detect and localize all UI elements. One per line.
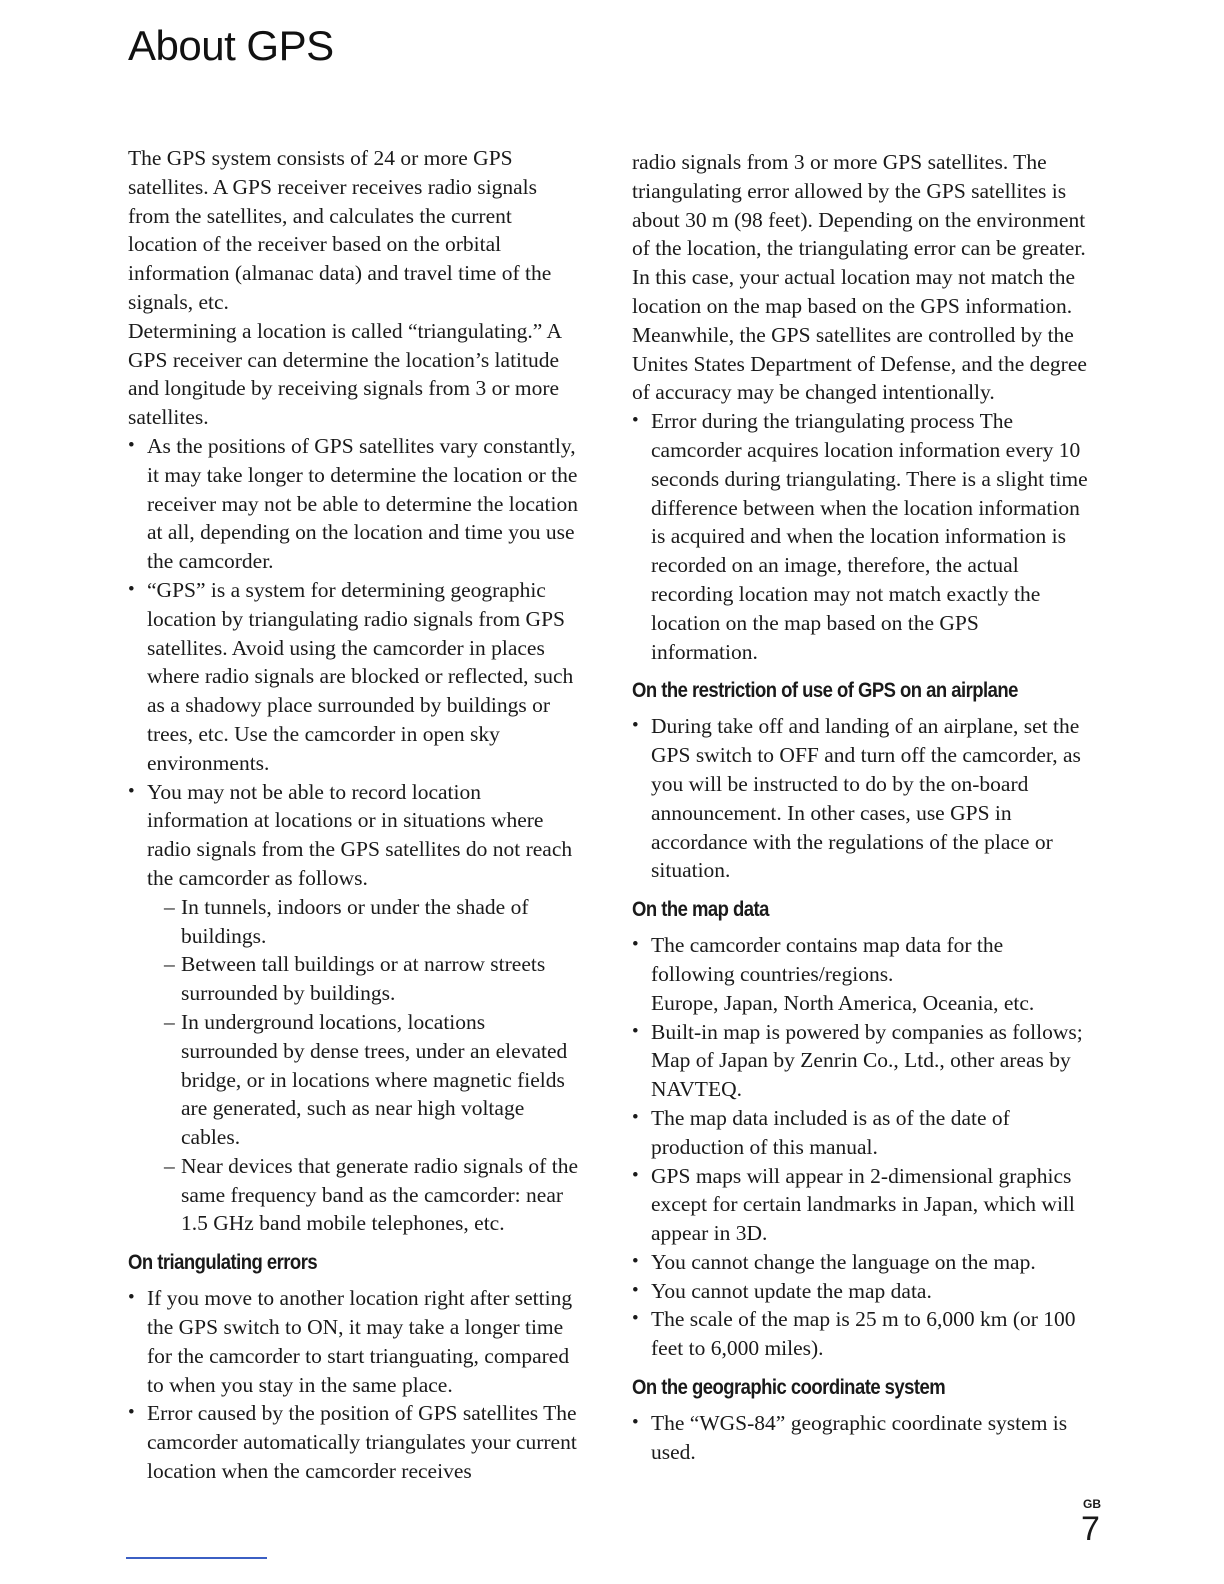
airplane-list: [632, 712, 1088, 885]
page-title: About GPS: [128, 22, 334, 69]
region-code: GB: [1083, 1497, 1101, 1511]
section-heading-triangulating-errors: On triangulating errors: [128, 1251, 318, 1275]
sub-list-item: – Between tall buildings or at narrow streets surrounded by buildings.: [147, 950, 578, 1008]
process-error-list: [632, 407, 1088, 666]
map-data-list: [632, 931, 1088, 1363]
list-item: • The map data included is as of the date of production of this manual.: [632, 1104, 1088, 1162]
gps-notes-list: [128, 432, 578, 1238]
list-item: • Built-in map is powered by companies as follows; Map of Japan by Zenrin Co., Ltd., other areas by NAVTEQ.: [632, 1018, 1088, 1104]
right-column: [632, 148, 1088, 1467]
footer-rule: [126, 1557, 267, 1559]
list-item: • The scale of the map is 25 m to 6,000 km (or 100 feet to 6,000 miles).: [632, 1305, 1088, 1363]
list-item: [128, 778, 578, 1239]
sub-list-item: – In underground locations, locations surrounded by dense trees, under an elevated bridge, or in locations where magnetic fields are generated, such as near high voltage cables.: [147, 1008, 578, 1152]
continued-paragraph: radio signals from 3 or more GPS satellites. The triangulating error allowed by the GPS satellites is about 30 m (98 feet). Depending on the environment of the location, the triangulating error can be greater. In this case, your actual location may not match the location on the map based on the GPS information. Meanwhile, the GPS satellites are controlled by the Unites States Department of Defense, and the degree of accuracy may be changed intentionally.: [632, 150, 1087, 405]
list-item-text: The camcorder contains map data for the following countries/regions.: [651, 933, 1004, 986]
section-heading-map-data: On the map data: [632, 898, 769, 922]
list-item: • During take off and landing of an airplane, set the GPS switch to OFF and turn off the camcorder, as you will be instructed to do by the on-board announcement. In other cases, use GPS in accordance with the regulations of the place or situation.: [632, 712, 1088, 885]
list-item: • As the positions of GPS satellites vary constantly, it may take longer to determine the location or the receiver may not be able to determine the location at all, depending on the location and time you use the camcorder.: [128, 432, 578, 576]
list-item: • You cannot update the map data.: [632, 1277, 1088, 1306]
coordinate-system-list: [632, 1409, 1088, 1467]
triangulating-paragraph: Determining a location is called “triangulating.” A GPS receiver can determine the location’s latitude and longitude by receiving signals from 3 or more satellites.: [128, 318, 561, 430]
section-heading-airplane: On the restriction of use of GPS on an airplane: [632, 679, 1018, 703]
list-item: • Error caused by the position of GPS satellites The camcorder automatically triangulates your current location when the camcorder receives: [128, 1399, 578, 1485]
list-item: • Error during the triangulating process The camcorder acquires location information every 10 seconds during triangulating. There is a slight time difference between when the location information is acquired and when the location information is recorded on an image, therefore, the actual recording location may not match exactly the location on the map based on the GPS information.: [632, 407, 1088, 666]
section-heading-coordinate-system: On the geographic coordinate system: [632, 1376, 946, 1400]
list-item: • You cannot change the language on the map.: [632, 1248, 1088, 1277]
left-column: [128, 144, 578, 1486]
list-item: • GPS maps will appear in 2-dimensional graphics except for certain landmarks in Japan, which will appear in 3D.: [632, 1162, 1088, 1248]
list-item: [632, 931, 1088, 1017]
map-regions-text: Europe, Japan, North America, Oceania, etc.: [651, 990, 1035, 1015]
list-item: • “GPS” is a system for determining geographic location by triangulating radio signals from GPS satellites. Avoid using the camcorder in places where radio signals are blocked or reflected, such as a shadowy place surrounded by buildings or trees, etc. Use the camcorder in open sky environments.: [128, 576, 578, 778]
list-item: • The “WGS-84” geographic coordinate system is used.: [632, 1409, 1088, 1467]
sub-list-item: – In tunnels, indoors or under the shade of buildings.: [147, 893, 578, 951]
triangulating-errors-list: [128, 1284, 578, 1486]
list-item-text: You may not be able to record location information at locations or in situations where radio signals from the GPS satellites do not reach the camcorder as follows.: [147, 779, 573, 890]
list-item: • If you move to another location right after setting the GPS switch to ON, it may take a longer time for the camcorder to start trianguating, compared to when you stay in the same place.: [128, 1284, 578, 1399]
intro-paragraph: The GPS system consists of 24 or more GPS satellites. A GPS receiver receives radio signals from the satellites, and calculates the current location of the receiver based on the orbital information (almanac data) and travel time of the signals, etc.: [128, 146, 552, 314]
sub-list-item: – Near devices that generate radio signals of the same frequency band as the camcorder: near 1.5 GHz band mobile telephones, etc.: [147, 1152, 578, 1238]
signal-blocked-sublist: [147, 893, 578, 1239]
page-number: 7: [1081, 1510, 1100, 1548]
